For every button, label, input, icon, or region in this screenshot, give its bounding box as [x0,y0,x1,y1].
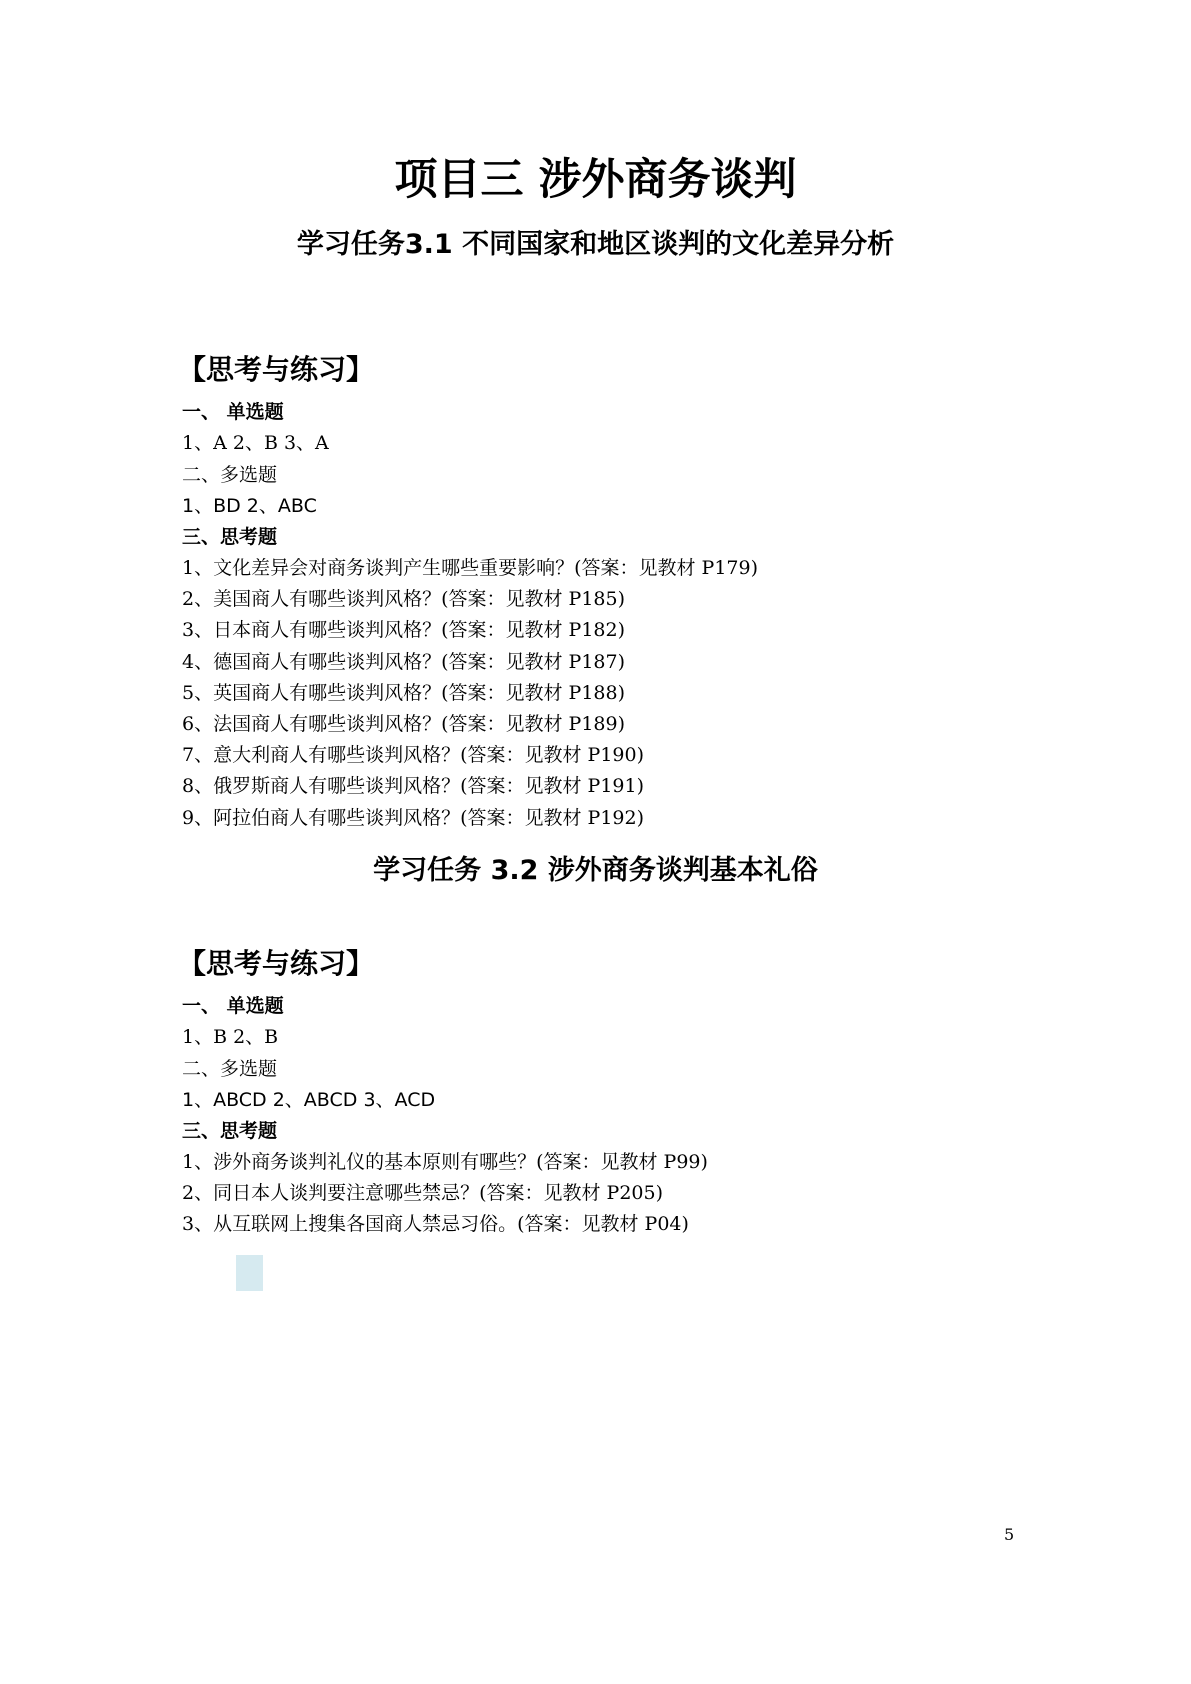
task-3-2-single-heading: 一、 单选题 [182,995,284,1017]
task-3-1-question: 1、文化差异会对商务谈判产生哪些重要影响？(答案：见教材 P179) [182,557,759,579]
page-number: 5 [1004,1525,1015,1544]
task-3-2-question: 1、涉外商务谈判礼仪的基本原则有哪些？(答案：见教材 P99) [182,1151,708,1173]
task-3-2-title: 学习任务 3.2 涉外商务谈判基本礼俗 [373,855,818,886]
task-3-1-single-answers: 1、A 2、B 3、A [182,432,329,454]
task-3-1-question: 2、美国商人有哪些谈判风格？(答案：见教材 P185) [182,588,626,610]
task-3-1-question: 4、德国商人有哪些谈判风格？(答案：见教材 P187) [182,651,626,673]
task-3-1-question: 3、日本商人有哪些谈判风格？(答案：见教材 P182) [182,619,626,641]
task-3-2-practice-heading: 【思考与练习】 [178,947,375,980]
task-3-1-question: 6、法国商人有哪些谈判风格？(答案：见教材 P189) [182,713,626,735]
task-3-1-question: 8、俄罗斯商人有哪些谈判风格？(答案：见教材 P191) [182,775,645,797]
task-3-1-thinking-heading: 三、思考题 [182,526,278,548]
task-3-1-question: 5、英国商人有哪些谈判风格？(答案：见教材 P188) [182,682,626,704]
task-3-1-title: 学习任务3.1 不同国家和地区谈判的文化差异分析 [296,229,895,260]
task-3-1-question: 7、意大利商人有哪些谈判风格？(答案：见教材 P190) [182,744,645,766]
task-3-2-thinking-heading: 三、思考题 [182,1120,278,1142]
task-3-1-multi-heading: 二、多选题 [182,464,278,486]
task-3-2-multi-answers: 1、ABCD 2、ABCD 3、ACD [182,1089,436,1111]
task-3-2-multi-heading: 二、多选题 [182,1058,278,1080]
task-3-1-multi-answers: 1、BD 2、ABC [182,495,317,517]
task-3-2-question: 3、从互联网上搜集各国商人禁忌习俗。(答案：见教材 P04) [182,1213,689,1235]
highlight-square [236,1255,263,1291]
task-3-1-question: 9、阿拉伯商人有哪些谈判风格？(答案：见教材 P192) [182,807,645,829]
task-3-1-single-heading: 一、 单选题 [182,401,284,423]
chapter-title: 项目三 涉外商务谈判 [394,155,797,205]
task-3-1-practice-heading: 【思考与练习】 [178,353,375,386]
task-3-2-question: 2、同日本人谈判要注意哪些禁忌？(答案：见教材 P205) [182,1182,664,1204]
task-3-2-single-answers: 1、B 2、B [182,1026,279,1048]
